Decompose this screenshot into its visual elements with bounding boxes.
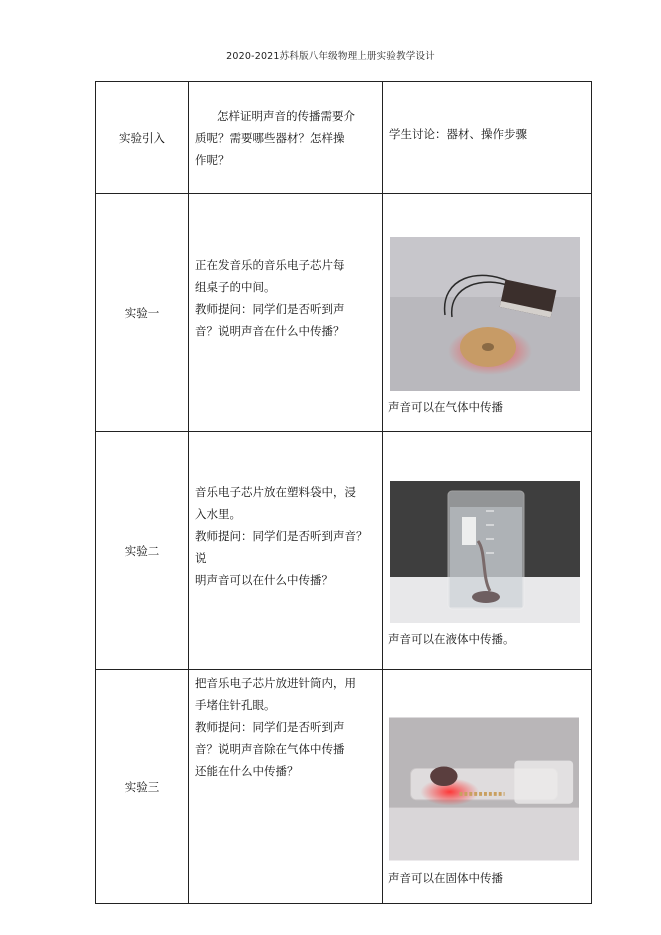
row-label: 实验引入 <box>96 82 189 194</box>
row-description <box>189 194 383 432</box>
row-label: 实验一 <box>96 194 189 432</box>
row-description <box>189 82 383 194</box>
description-line: 组桌子的中间。 <box>195 279 276 294</box>
table-row <box>96 194 592 432</box>
description-line: 质呢？需要哪些器材？怎样操 <box>195 130 345 145</box>
description-line: 把音乐电子芯片放进针筒内，用 <box>195 676 356 690</box>
discussion-note: 学生讨论：器材、操作步骤 <box>383 82 592 194</box>
description-line: 明声音可以在什么中传播？ <box>195 572 333 587</box>
description-line: 正在发音乐的音乐电子芯片每 <box>195 257 345 272</box>
description-line: 音乐电子芯片放在塑料袋中，浸 <box>195 484 356 499</box>
photo-caption: 声音可以在气体中传播 <box>388 399 503 414</box>
photo-caption: 声音可以在液体中传播。 <box>388 631 515 646</box>
table-row <box>96 82 592 194</box>
photo-caption: 声音可以在固体中传播 <box>388 870 503 885</box>
description-line: 教师提问：同学们是否听到声 <box>195 720 345 734</box>
lesson-table <box>95 81 592 904</box>
row-label: 实验三 <box>96 670 189 904</box>
experiment-media <box>383 432 592 670</box>
row-description <box>189 432 383 670</box>
description-line: 入水里。 <box>195 506 241 521</box>
experiment-media <box>383 194 592 432</box>
description-line: 还能在什么中传播？ <box>195 764 299 778</box>
description-line: 音？说明声音在什么中传播？ <box>195 323 345 338</box>
description-line: 作呢？ <box>195 152 230 167</box>
row-label: 实验二 <box>96 432 189 670</box>
page-header: 2020-2021苏科版八年级物理上册实验教学设计 <box>226 51 435 62</box>
photo-chip-in-syringe <box>389 716 579 862</box>
description-line: 手堵住针孔眼。 <box>195 698 276 712</box>
table-row <box>96 670 592 904</box>
description-line: 音？说明声音除在气体中传播 <box>195 742 345 756</box>
description-line: 教师提问：同学们是否听到声音？说 <box>195 528 368 565</box>
photo-chip-in-water-beaker <box>390 481 580 623</box>
experiment-media <box>383 670 592 904</box>
table-row <box>96 432 592 670</box>
description-line: 怎样证明声音的传播需要介 <box>217 108 355 123</box>
photo-music-chip-on-desk <box>390 237 580 391</box>
description-line: 教师提问：同学们是否听到声 <box>195 301 345 316</box>
row-description <box>189 670 383 904</box>
